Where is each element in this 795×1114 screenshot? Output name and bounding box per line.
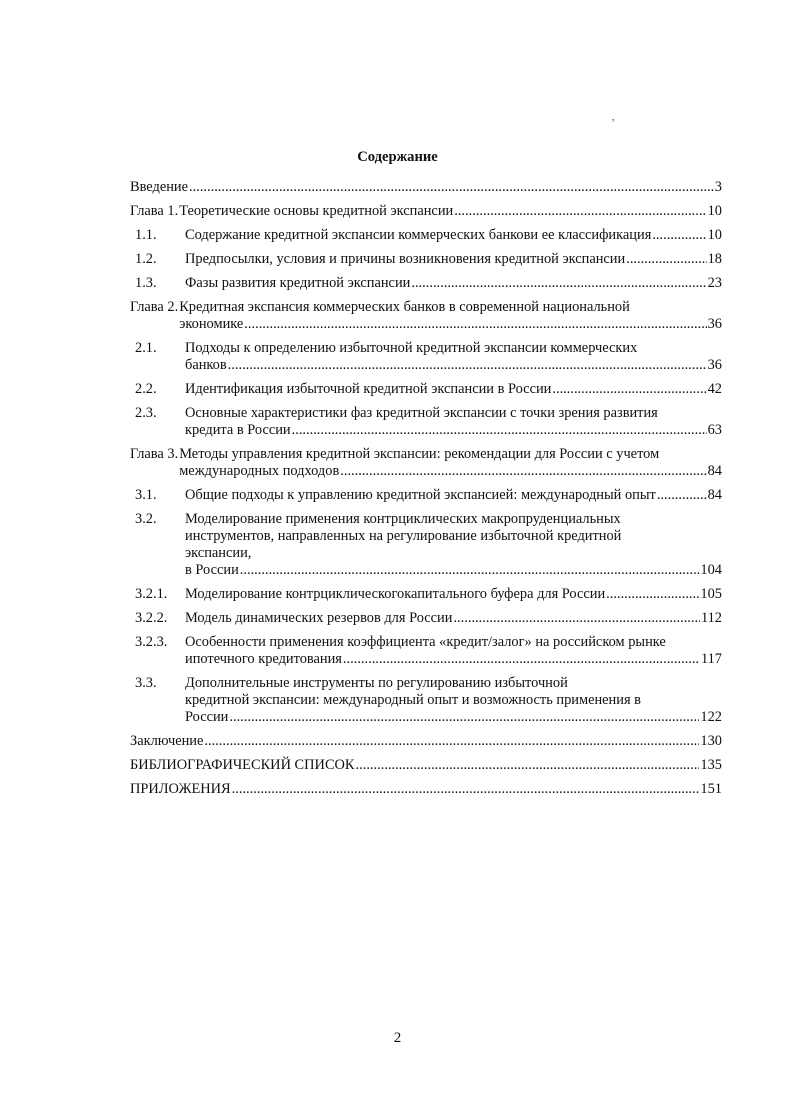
toc-entry-text-continued: банков (185, 357, 227, 373)
toc-entry-appendix[interactable] (130, 781, 722, 798)
toc-entry-text: Моделирование применения контрциклических макропруденциальных (185, 511, 621, 527)
toc-entry-text-continued: кредитной экспансии: международный опыт и возможность применения в (185, 692, 641, 708)
toc-entry-text-continued: в России (185, 562, 239, 578)
toc-section-number: 3.3. (135, 675, 157, 691)
toc-entry-section-3-1[interactable] (130, 487, 722, 504)
toc-entry-text-continued: международных подходов (179, 463, 340, 479)
toc-leader-dots (454, 203, 706, 220)
toc-chapter-number: Глава 2. (130, 299, 179, 315)
toc-entry-text: Общие подходы к управлению кредитной экспансией: международный опыт (185, 487, 656, 503)
toc-leader-dots (204, 733, 699, 750)
toc-entry-text: Модель динамических резервов для России (185, 610, 453, 626)
toc-leader-dots (453, 610, 699, 627)
toc-entry-text: Заключение (130, 733, 204, 749)
toc-leader-dots (552, 381, 706, 398)
toc-page-number: 84 (707, 463, 722, 479)
toc-entry-text: Моделирование контрциклическогокапитального буфера для России (185, 586, 606, 602)
toc-section-number: 3.2.2. (135, 610, 168, 626)
toc-section-number: 3.2. (135, 511, 157, 527)
toc-section-number: 3.2.3. (135, 634, 168, 650)
toc-leader-dots (292, 422, 707, 439)
toc-entry-text: Методы управления кредитной экспансии: рекомендации для России с учетом (179, 446, 660, 462)
toc-leader-dots (229, 709, 699, 726)
toc-entry-chapter-2[interactable] (130, 299, 722, 333)
toc-leader-dots (228, 357, 707, 374)
toc-entry-text: Идентификация избыточной кредитной экспансии в России (185, 381, 552, 397)
toc-leader-dots (244, 316, 706, 333)
toc-page-number: 36 (707, 357, 722, 373)
toc-entry-section-3-2-3[interactable] (130, 634, 722, 668)
toc-section-number: 1.2. (135, 251, 157, 267)
toc-entry-text-continued: экономике (179, 316, 244, 332)
toc-section-number: 3.2.1. (135, 586, 168, 602)
toc-entry-text: БИБЛИОГРАФИЧЕСКИЙ СПИСОК (130, 757, 355, 773)
toc-section-number: 1.3. (135, 275, 157, 291)
toc-entry-text: Теоретические основы кредитной экспансии (179, 203, 454, 219)
toc-page-number: 151 (700, 781, 722, 797)
toc-leader-dots (232, 781, 700, 798)
toc-entry-section-3-2[interactable] (130, 511, 722, 579)
toc-entry-text-continued: ипотечного кредитования (185, 651, 342, 667)
toc-page-number: 3 (714, 179, 722, 195)
toc-entry-section-3-2-2[interactable] (130, 610, 722, 627)
toc-entry-text-continued: России (185, 709, 229, 725)
toc-leader-dots (626, 251, 706, 268)
toc-entry-text-continued: кредита в России (185, 422, 291, 438)
toc-entry-text-continued: инструментов, направленных на регулирование избыточной кредитной (185, 528, 622, 544)
toc-entry-section-2-2[interactable] (130, 381, 722, 398)
toc-page-number: 23 (707, 275, 722, 291)
toc-page-number: 112 (700, 610, 722, 626)
toc-entry-text: Дополнительные инструменты по регулированию избыточной (185, 675, 568, 691)
toc-entry-section-2-3[interactable] (130, 405, 722, 439)
toc-leader-dots (652, 227, 706, 244)
toc-leader-dots (240, 562, 700, 579)
toc-page-number: 10 (707, 203, 722, 219)
toc-entry-text: Подходы к определению избыточной кредитной экспансии коммерческих (185, 340, 638, 356)
toc-entry-text-continued: экспансии, (185, 545, 252, 561)
toc-page-number: 117 (700, 651, 722, 667)
toc-page-number: 104 (700, 562, 722, 578)
toc-page-number: 42 (707, 381, 722, 397)
toc-leader-dots (411, 275, 706, 292)
toc-chapter-number: Глава 3. (130, 446, 179, 462)
toc-section-number: 2.1. (135, 340, 157, 356)
toc-entry-text: Особенности применения коэффициента «кредит/залог» на российском рынке (185, 634, 666, 650)
toc-page-number: 18 (707, 251, 722, 267)
toc-entry-chapter-1[interactable] (130, 203, 722, 220)
toc-section-number: 2.2. (135, 381, 157, 397)
toc-section-number: 3.1. (135, 487, 157, 503)
toc-page-number: 130 (700, 733, 722, 749)
toc-leader-dots (606, 586, 699, 603)
toc-page-number: 10 (707, 227, 722, 243)
toc-entry-text: Основные характеристики фаз кредитной экспансии с точки зрения развития (185, 405, 658, 421)
toc-page-number: 105 (700, 586, 722, 602)
toc-entry-conclusion[interactable] (130, 733, 722, 750)
toc-entry-text: Фазы развития кредитной экспансии (185, 275, 411, 291)
toc-entry-intro[interactable] (130, 179, 722, 196)
toc-entry-section-1-2[interactable] (130, 251, 722, 268)
toc-entry-text: Введение (130, 179, 189, 195)
table-of-contents (130, 179, 722, 798)
toc-section-number: 1.1. (135, 227, 157, 243)
toc-entry-bibliography[interactable] (130, 757, 722, 774)
toc-leader-dots (343, 651, 700, 668)
toc-entry-section-1-3[interactable] (130, 275, 722, 292)
toc-entry-section-3-2-1[interactable] (130, 586, 722, 603)
toc-entry-section-3-3[interactable] (130, 675, 722, 726)
toc-section-number: 2.3. (135, 405, 157, 421)
toc-entry-text: Предпосылки, условия и причины возникновения кредитной экспансии (185, 251, 626, 267)
toc-entry-section-2-1[interactable] (130, 340, 722, 374)
stray-mark: , (612, 112, 615, 123)
toc-leader-dots (340, 463, 706, 480)
page-title: Содержание (357, 149, 438, 165)
toc-page-number: 63 (707, 422, 722, 438)
toc-page-number: 135 (700, 757, 722, 773)
toc-entry-text: Кредитная экспансия коммерческих банков в современной национальной (179, 299, 630, 315)
toc-leader-dots (356, 757, 700, 774)
toc-page-number: 84 (707, 487, 722, 503)
toc-leader-dots (657, 487, 707, 504)
toc-leader-dots (189, 179, 714, 196)
toc-entry-section-1-1[interactable] (130, 227, 722, 244)
page-number: 2 (393, 1030, 402, 1046)
toc-page-number: 36 (707, 316, 722, 332)
toc-entry-text: ПРИЛОЖЕНИЯ (130, 781, 231, 797)
toc-entry-chapter-3[interactable] (130, 446, 722, 480)
toc-entry-text: Содержание кредитной экспансии коммерческих банкови ее классификация (185, 227, 652, 243)
toc-chapter-number: Глава 1. (130, 203, 179, 219)
toc-page-number: 122 (700, 709, 722, 725)
